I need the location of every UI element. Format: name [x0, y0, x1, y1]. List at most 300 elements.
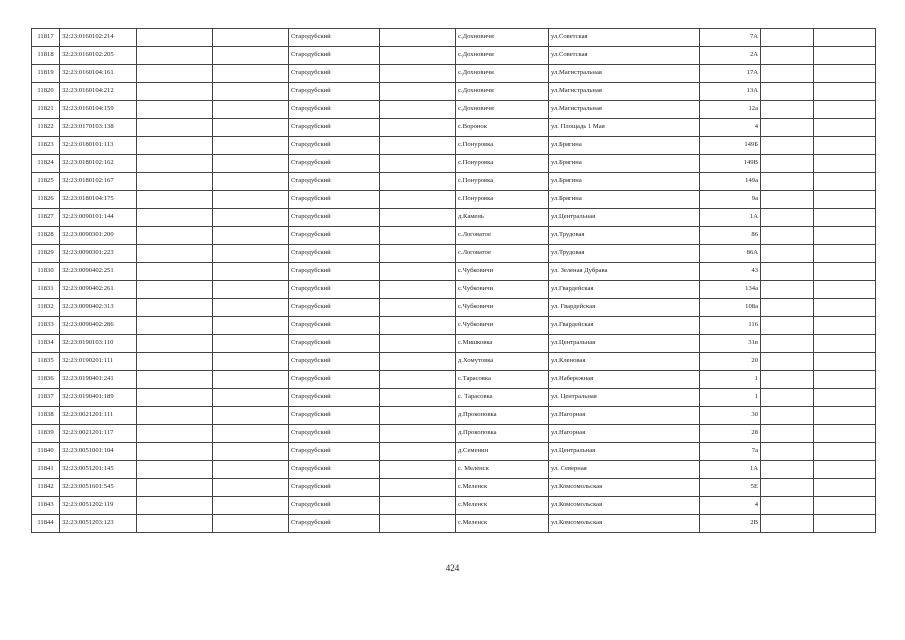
cell-street: ул.Комсомольская — [549, 497, 700, 515]
cell-empty — [761, 407, 814, 425]
cell-district: Стародубский — [289, 461, 380, 479]
cell-empty — [380, 407, 456, 425]
cell-empty — [213, 461, 289, 479]
cell-district: Стародубский — [289, 29, 380, 47]
cell-street: ул.Нагорная — [549, 425, 700, 443]
cell-empty — [814, 299, 876, 317]
cell-empty — [137, 497, 213, 515]
cell-empty — [380, 479, 456, 497]
cell-empty — [213, 263, 289, 281]
cell-district: Стародубский — [289, 443, 380, 461]
cell-settlement: д.Хомутовка — [456, 353, 549, 371]
cell-empty — [213, 155, 289, 173]
cell-empty — [137, 425, 213, 443]
table-row — [32, 137, 876, 155]
cell-empty — [814, 29, 876, 47]
cell-empty — [761, 335, 814, 353]
cell-row-number: 11842 — [32, 479, 60, 497]
cell-empty — [814, 389, 876, 407]
cell-empty — [213, 101, 289, 119]
cell-district: Стародубский — [289, 227, 380, 245]
table-row — [32, 155, 876, 173]
cell-settlement: д.Семенин — [456, 443, 549, 461]
cell-cadastral-number: 32:23:0190401:241 — [60, 371, 137, 389]
cell-empty — [213, 245, 289, 263]
cell-cadastral-number: 32:23:0021201:111 — [60, 407, 137, 425]
cell-street: ул. Северная — [549, 461, 700, 479]
cell-street: ул.Трудовая — [549, 227, 700, 245]
cell-empty — [137, 173, 213, 191]
cell-cadastral-number: 32:23:0090402:261 — [60, 281, 137, 299]
cell-street: ул.Комсомольская — [549, 479, 700, 497]
cell-house-number: 1А — [700, 209, 761, 227]
cell-empty — [213, 299, 289, 317]
cell-row-number: 11827 — [32, 209, 60, 227]
cell-empty — [814, 281, 876, 299]
cell-settlement: д.Камень — [456, 209, 549, 227]
cell-district: Стародубский — [289, 479, 380, 497]
cell-settlement: с.Дохновичи — [456, 83, 549, 101]
page-number: 424 — [445, 563, 460, 573]
cell-house-number: 1А — [700, 461, 761, 479]
cell-row-number: 11823 — [32, 137, 60, 155]
cell-empty — [380, 443, 456, 461]
cell-empty — [137, 299, 213, 317]
cell-street: ул.Кленовая — [549, 353, 700, 371]
cell-district: Стародубский — [289, 425, 380, 443]
cell-empty — [761, 389, 814, 407]
cell-district: Стародубский — [289, 173, 380, 191]
cell-cadastral-number: 32:23:0090301:223 — [60, 245, 137, 263]
cell-empty — [761, 425, 814, 443]
cell-house-number: 4 — [700, 119, 761, 137]
cell-empty — [761, 317, 814, 335]
table-row — [32, 407, 876, 425]
cell-empty — [137, 47, 213, 65]
cell-settlement: с.Чубковичи — [456, 299, 549, 317]
cell-settlement: с.Дохновичи — [456, 47, 549, 65]
cell-house-number: 4 — [700, 497, 761, 515]
table-row — [32, 281, 876, 299]
cell-empty — [761, 497, 814, 515]
cell-house-number: 9а — [700, 191, 761, 209]
cell-empty — [213, 389, 289, 407]
cell-empty — [814, 353, 876, 371]
table-row — [32, 119, 876, 137]
cell-street: ул.Брягина — [549, 173, 700, 191]
cell-empty — [761, 353, 814, 371]
cell-row-number: 11844 — [32, 515, 60, 533]
cell-settlement: с.Понуровка — [456, 191, 549, 209]
cell-row-number: 11826 — [32, 191, 60, 209]
cell-cadastral-number: 32:23:0180102:162 — [60, 155, 137, 173]
cell-empty — [380, 389, 456, 407]
cell-cadastral-number: 32:23:0180102:167 — [60, 173, 137, 191]
cell-settlement: с.Понуровка — [456, 155, 549, 173]
cell-empty — [213, 65, 289, 83]
cell-empty — [761, 479, 814, 497]
cell-row-number: 11829 — [32, 245, 60, 263]
cell-district: Стародубский — [289, 299, 380, 317]
cell-settlement: с.Меленск — [456, 479, 549, 497]
cell-empty — [380, 137, 456, 155]
cell-cadastral-number: 32:23:0051202:119 — [60, 497, 137, 515]
table-row — [32, 299, 876, 317]
table-row — [32, 371, 876, 389]
cell-empty — [814, 101, 876, 119]
cell-street: ул.Гвардейская — [549, 281, 700, 299]
cell-district: Стародубский — [289, 83, 380, 101]
cell-street: ул.Центральная — [549, 443, 700, 461]
cell-empty — [380, 29, 456, 47]
cell-empty — [761, 281, 814, 299]
table-row — [32, 425, 876, 443]
cell-house-number: 86А — [700, 245, 761, 263]
cell-settlement: с.Чубковичи — [456, 317, 549, 335]
cell-row-number: 11839 — [32, 425, 60, 443]
cell-empty — [380, 425, 456, 443]
cell-house-number: 17А — [700, 65, 761, 83]
cell-empty — [761, 371, 814, 389]
table-row — [32, 245, 876, 263]
cell-house-number: 31в — [700, 335, 761, 353]
cell-empty — [380, 209, 456, 227]
cell-empty — [137, 281, 213, 299]
cell-settlement: д.Прокоповка — [456, 407, 549, 425]
cell-district: Стародубский — [289, 191, 380, 209]
cell-district: Стародубский — [289, 101, 380, 119]
cell-settlement: с.Чубковичи — [456, 281, 549, 299]
cell-settlement: с.Логоватое — [456, 245, 549, 263]
cell-settlement: с. Меленск — [456, 461, 549, 479]
cell-row-number: 11818 — [32, 47, 60, 65]
cell-row-number: 11837 — [32, 389, 60, 407]
cell-empty — [814, 371, 876, 389]
cell-empty — [137, 389, 213, 407]
cell-empty — [761, 47, 814, 65]
cell-empty — [814, 407, 876, 425]
cell-empty — [380, 497, 456, 515]
table-row — [32, 209, 876, 227]
cell-empty — [380, 263, 456, 281]
cell-street: ул.Брягина — [549, 191, 700, 209]
cell-street: ул.Центральная — [549, 335, 700, 353]
cell-empty — [380, 47, 456, 65]
cell-empty — [814, 173, 876, 191]
cell-empty — [213, 173, 289, 191]
cell-empty — [380, 101, 456, 119]
cell-empty — [380, 119, 456, 137]
cell-settlement: с.Дохновичи — [456, 29, 549, 47]
table-row — [32, 389, 876, 407]
cell-district: Стародубский — [289, 245, 380, 263]
cell-cadastral-number: 32:23:0190201:111 — [60, 353, 137, 371]
cell-cadastral-number: 32:23:0090101:144 — [60, 209, 137, 227]
cell-house-number: 134а — [700, 281, 761, 299]
table-row — [32, 497, 876, 515]
cell-empty — [761, 227, 814, 245]
cell-house-number: 5Е — [700, 479, 761, 497]
cell-street: ул.Магистральная — [549, 65, 700, 83]
cell-house-number: 1 — [700, 371, 761, 389]
cell-cadastral-number: 32:23:0180104:175 — [60, 191, 137, 209]
cell-cadastral-number: 32:23:0051203:123 — [60, 515, 137, 533]
cell-empty — [814, 119, 876, 137]
cell-cadastral-number: 32:23:0160102:205 — [60, 47, 137, 65]
cell-empty — [213, 29, 289, 47]
cell-empty — [213, 209, 289, 227]
cell-settlement: с.Чубковичи — [456, 263, 549, 281]
table-row — [32, 173, 876, 191]
cell-house-number: 28 — [700, 425, 761, 443]
table-row — [32, 515, 876, 533]
cell-cadastral-number: 32:23:0190103:110 — [60, 335, 137, 353]
cell-empty — [814, 83, 876, 101]
cell-house-number: 12а — [700, 101, 761, 119]
cell-house-number: 30 — [700, 407, 761, 425]
cell-district: Стародубский — [289, 137, 380, 155]
cell-row-number: 11836 — [32, 371, 60, 389]
cell-cadastral-number: 32:23:0021201:117 — [60, 425, 137, 443]
cell-empty — [380, 245, 456, 263]
table-row — [32, 29, 876, 47]
cell-empty — [814, 317, 876, 335]
cell-empty — [380, 173, 456, 191]
cell-cadastral-number: 32:23:0051201:145 — [60, 461, 137, 479]
cell-row-number: 11832 — [32, 299, 60, 317]
cell-row-number: 11838 — [32, 407, 60, 425]
cell-house-number: 1 — [700, 389, 761, 407]
cell-empty — [761, 515, 814, 533]
cell-house-number: 149В — [700, 155, 761, 173]
cell-empty — [380, 317, 456, 335]
cell-district: Стародубский — [289, 209, 380, 227]
cell-cadastral-number: 32:23:0160102:214 — [60, 29, 137, 47]
cell-empty — [814, 227, 876, 245]
cell-empty — [380, 299, 456, 317]
cell-district: Стародубский — [289, 353, 380, 371]
cell-house-number: 2А — [700, 47, 761, 65]
cell-empty — [137, 227, 213, 245]
cell-empty — [137, 137, 213, 155]
cell-row-number: 11841 — [32, 461, 60, 479]
cell-settlement: с.Воронок — [456, 119, 549, 137]
cell-empty — [213, 371, 289, 389]
cell-empty — [380, 65, 456, 83]
cell-empty — [761, 65, 814, 83]
cell-empty — [814, 263, 876, 281]
cell-empty — [814, 497, 876, 515]
cell-district: Стародубский — [289, 155, 380, 173]
cell-empty — [380, 353, 456, 371]
cell-empty — [380, 335, 456, 353]
cell-empty — [761, 83, 814, 101]
cell-cadastral-number: 32:23:0190401:189 — [60, 389, 137, 407]
cell-district: Стародубский — [289, 371, 380, 389]
cell-district: Стародубский — [289, 263, 380, 281]
cell-settlement: с. Тарасовка — [456, 389, 549, 407]
cell-row-number: 11821 — [32, 101, 60, 119]
table-row — [32, 353, 876, 371]
cell-empty — [814, 155, 876, 173]
cell-row-number: 11828 — [32, 227, 60, 245]
cell-district: Стародубский — [289, 317, 380, 335]
cell-empty — [380, 281, 456, 299]
cell-settlement: с.Логоватое — [456, 227, 549, 245]
cell-street: ул.Комсомольская — [549, 515, 700, 533]
cell-empty — [137, 263, 213, 281]
cell-empty — [380, 371, 456, 389]
cell-row-number: 11843 — [32, 497, 60, 515]
cell-district: Стародубский — [289, 119, 380, 137]
cell-row-number: 11830 — [32, 263, 60, 281]
cell-house-number: 7А — [700, 29, 761, 47]
cell-cadastral-number: 32:23:0160104:159 — [60, 101, 137, 119]
cell-row-number: 11833 — [32, 317, 60, 335]
cell-empty — [380, 191, 456, 209]
cell-empty — [761, 29, 814, 47]
cell-empty — [380, 155, 456, 173]
cell-empty — [213, 497, 289, 515]
cell-row-number: 11825 — [32, 173, 60, 191]
cell-empty — [814, 515, 876, 533]
cell-empty — [137, 335, 213, 353]
table-row — [32, 227, 876, 245]
cell-street: ул. Площадь 1 Мая — [549, 119, 700, 137]
cell-cadastral-number: 32:23:0051001:104 — [60, 443, 137, 461]
cell-empty — [137, 353, 213, 371]
cell-empty — [761, 191, 814, 209]
cell-settlement: с.Мишковка — [456, 335, 549, 353]
cell-empty — [761, 155, 814, 173]
cell-cadastral-number: 32:23:0160104:161 — [60, 65, 137, 83]
table-row — [32, 479, 876, 497]
cell-empty — [380, 83, 456, 101]
cell-empty — [137, 479, 213, 497]
cell-empty — [213, 137, 289, 155]
table-body — [32, 29, 876, 533]
cell-empty — [137, 191, 213, 209]
cell-settlement: с.Меленск — [456, 497, 549, 515]
cell-row-number: 11822 — [32, 119, 60, 137]
cell-cadastral-number: 32:23:0160104:212 — [60, 83, 137, 101]
cell-district: Стародубский — [289, 281, 380, 299]
table-row — [32, 263, 876, 281]
cell-house-number: 108а — [700, 299, 761, 317]
cell-street: ул.Магистральная — [549, 83, 700, 101]
cell-settlement: с.Тарасовка — [456, 371, 549, 389]
cell-house-number: 7а — [700, 443, 761, 461]
cell-street: ул.Советская — [549, 47, 700, 65]
cell-empty — [213, 407, 289, 425]
cell-empty — [137, 209, 213, 227]
cell-cadastral-number: 32:23:0180101:113 — [60, 137, 137, 155]
cell-empty — [137, 461, 213, 479]
cell-empty — [380, 227, 456, 245]
cell-empty — [137, 155, 213, 173]
table-row — [32, 65, 876, 83]
cell-street: ул.Нагорная — [549, 407, 700, 425]
cell-empty — [213, 425, 289, 443]
cell-empty — [213, 281, 289, 299]
cell-cadastral-number: 32:23:0090301:200 — [60, 227, 137, 245]
table-row — [32, 461, 876, 479]
cell-empty — [761, 173, 814, 191]
cell-settlement: с.Дохновичи — [456, 65, 549, 83]
cell-district: Стародубский — [289, 497, 380, 515]
cell-empty — [213, 227, 289, 245]
cell-street: ул.Магистральная — [549, 101, 700, 119]
cell-empty — [814, 479, 876, 497]
cell-cadastral-number: 32:23:0090402:251 — [60, 263, 137, 281]
cell-empty — [814, 335, 876, 353]
cell-empty — [137, 29, 213, 47]
cell-empty — [814, 191, 876, 209]
cell-empty — [814, 425, 876, 443]
cell-empty — [814, 443, 876, 461]
cell-empty — [213, 317, 289, 335]
cell-house-number: 43 — [700, 263, 761, 281]
cell-empty — [137, 245, 213, 263]
cell-empty — [137, 101, 213, 119]
cell-cadastral-number: 32:23:0090402:313 — [60, 299, 137, 317]
cell-empty — [380, 461, 456, 479]
cell-house-number: 13А — [700, 83, 761, 101]
cell-empty — [137, 443, 213, 461]
registry-table — [31, 28, 876, 533]
cell-row-number: 11831 — [32, 281, 60, 299]
table-row — [32, 317, 876, 335]
cell-empty — [213, 443, 289, 461]
cell-empty — [137, 371, 213, 389]
table-row — [32, 47, 876, 65]
cell-street: ул.Центральная — [549, 209, 700, 227]
cell-empty — [761, 443, 814, 461]
cell-street: ул. Гвардейская — [549, 299, 700, 317]
cell-settlement: с.Понуровка — [456, 173, 549, 191]
cell-empty — [814, 137, 876, 155]
cell-empty — [761, 299, 814, 317]
cell-empty — [761, 209, 814, 227]
cell-district: Стародубский — [289, 47, 380, 65]
cell-empty — [761, 119, 814, 137]
cell-empty — [137, 83, 213, 101]
cell-empty — [213, 479, 289, 497]
cell-settlement: с.Понуровка — [456, 137, 549, 155]
cell-cadastral-number: 32:23:0051601:545 — [60, 479, 137, 497]
cell-street: ул.Брягина — [549, 137, 700, 155]
cell-empty — [814, 209, 876, 227]
cell-cadastral-number: 32:23:0170103:138 — [60, 119, 137, 137]
cell-row-number: 11824 — [32, 155, 60, 173]
cell-empty — [814, 461, 876, 479]
cell-street: ул.Набережная — [549, 371, 700, 389]
cell-empty — [213, 335, 289, 353]
cell-house-number: 20 — [700, 353, 761, 371]
cell-settlement: с.Меленск — [456, 515, 549, 533]
cell-settlement: д.Прокоповка — [456, 425, 549, 443]
table-row — [32, 83, 876, 101]
cell-house-number: 149а — [700, 173, 761, 191]
cell-empty — [213, 119, 289, 137]
cell-row-number: 11840 — [32, 443, 60, 461]
cell-empty — [137, 119, 213, 137]
cell-street: ул.Трудовая — [549, 245, 700, 263]
cell-empty — [137, 407, 213, 425]
cell-empty — [213, 353, 289, 371]
cell-empty — [761, 101, 814, 119]
cell-empty — [137, 65, 213, 83]
